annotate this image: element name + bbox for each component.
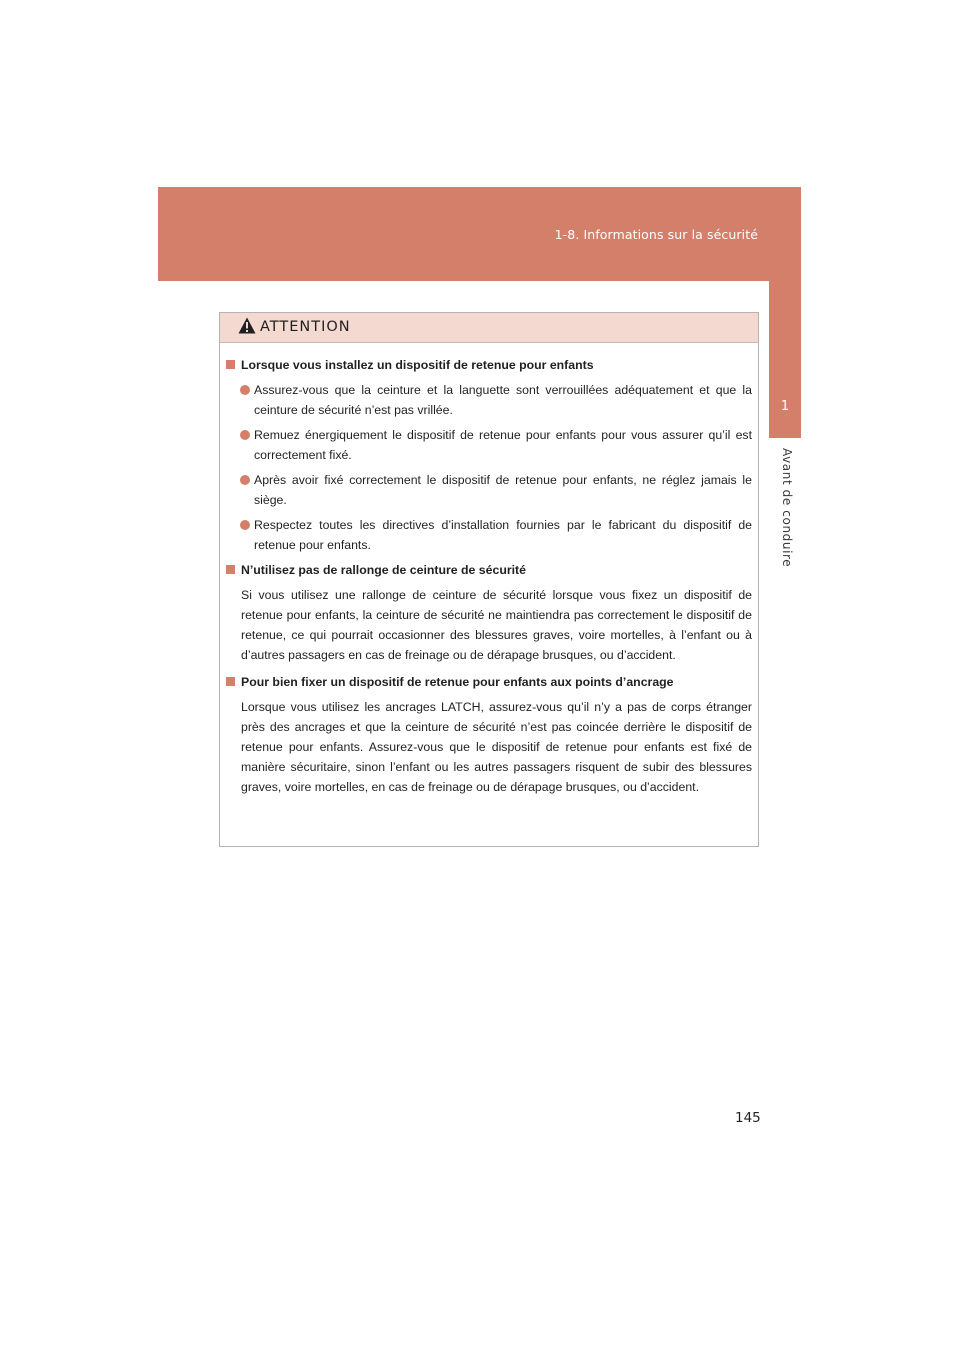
round-bullet-icon bbox=[240, 385, 250, 395]
section-heading: Lorsque vous installez un dispositif de retenue pour enfants bbox=[224, 355, 752, 375]
list-item: Après avoir fixé correctement le dispositif de retenue pour enfants, ne réglez jamais le siège. bbox=[224, 470, 752, 510]
section-title: 1-8. Informations sur la sécurité bbox=[554, 227, 758, 242]
chapter-tab bbox=[769, 281, 801, 438]
list-item: Respectez toutes les directives d’installation fournies par le fabricant du dispositif de retenue pour enfants. bbox=[224, 515, 752, 555]
chapter-number: 1 bbox=[780, 399, 790, 414]
square-bullet-icon bbox=[226, 360, 235, 369]
list-item: Remuez énergiquement le dispositif de retenue pour enfants pour vous assurer qu’il est correctement fixé. bbox=[224, 425, 752, 465]
section-paragraph: Si vous utilisez une rallonge de ceinture de sécurité lorsque vous fixez un dispositif de retenue pour enfants, la ceinture de sécurité ne maintiendra pas correctement le dispositif de retenue, ce qui pourrait occasionner des blessures graves, voire mortelles, à l’enfant ou à d’autres passagers en cas de freinage ou de dérapage brusques, ou d’accident. bbox=[241, 588, 752, 662]
chapter-label: Avant de conduire bbox=[780, 448, 794, 568]
warning-triangle-icon bbox=[238, 317, 256, 339]
warning-title: ATTENTION bbox=[260, 319, 351, 335]
square-bullet-icon bbox=[226, 677, 235, 686]
warning-header bbox=[220, 313, 758, 343]
warning-body bbox=[220, 343, 758, 797]
round-bullet-icon bbox=[240, 430, 250, 440]
round-bullet-icon bbox=[240, 520, 250, 530]
header-band bbox=[158, 187, 801, 281]
page-number: 145 bbox=[735, 1110, 761, 1126]
section-paragraph: Lorsque vous utilisez les ancrages LATCH, assurez-vous qu’il n’y a pas de corps étranger près des ancrages et que la ceinture de sécurité n’est pas coincée derrière le dispositif de retenue pour enfants. Assurez-vous que le dispositif de retenue pour enfants est fixé de manière sécuritaire, sinon l’enfant ou les autres passagers risquent de subir des blessures graves, voire mortelles, en cas de freinage ou de dérapage brusques, ou d’accident. bbox=[241, 700, 752, 794]
section-heading: N’utilisez pas de rallonge de ceinture de sécurité bbox=[224, 560, 752, 580]
square-bullet-icon bbox=[226, 565, 235, 574]
round-bullet-icon bbox=[240, 475, 250, 485]
warning-box bbox=[219, 312, 759, 847]
list-item: Assurez-vous que la ceinture et la languette sont verrouillées adéquatement et que la ceinture de sécurité n’est pas vrillée. bbox=[224, 380, 752, 420]
section-heading: Pour bien fixer un dispositif de retenue pour enfants aux points d’ancrage bbox=[224, 672, 752, 692]
